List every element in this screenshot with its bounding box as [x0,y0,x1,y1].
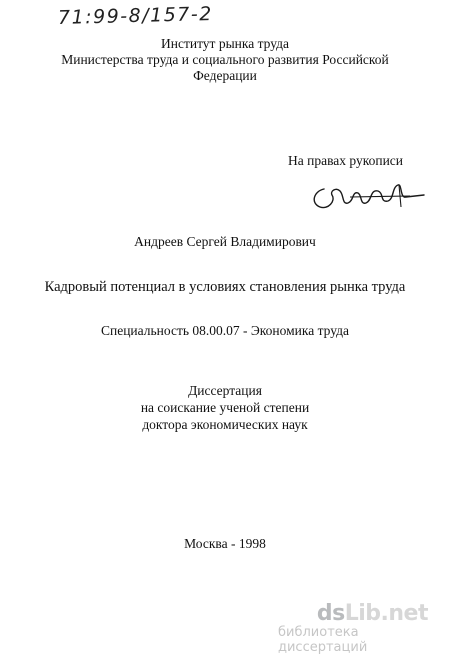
watermark-logo [278,601,438,655]
degree-purpose: на соискание ученой степени [140,400,310,415]
city-year: Москва - 1998 [184,536,266,551]
ministry-name: Министерства труда и социального развития Российской [61,52,389,67]
ministry-name-cont: Федерации [193,68,257,83]
specialty: Специальность 08.00.07 - Экономика труда [100,323,350,338]
watermark-brand: dsLib.net [316,601,428,626]
signature-image [306,177,426,217]
manuscript-rights: На правах рукописи [288,153,404,168]
author-name: Андреев Сергей Владимирович [134,234,316,249]
dissertation-label: Диссертация [188,383,262,398]
institute-name: Институт рынка труда [161,36,289,51]
dissertation-title: Кадровый потенциал в условиях становления рынка труда [44,279,406,295]
archive-code: 71:99-8/157-2 [57,2,214,30]
degree-name: доктора экономических наук [142,417,308,432]
watermark-subtitle: библиотека диссертаций [278,625,368,655]
